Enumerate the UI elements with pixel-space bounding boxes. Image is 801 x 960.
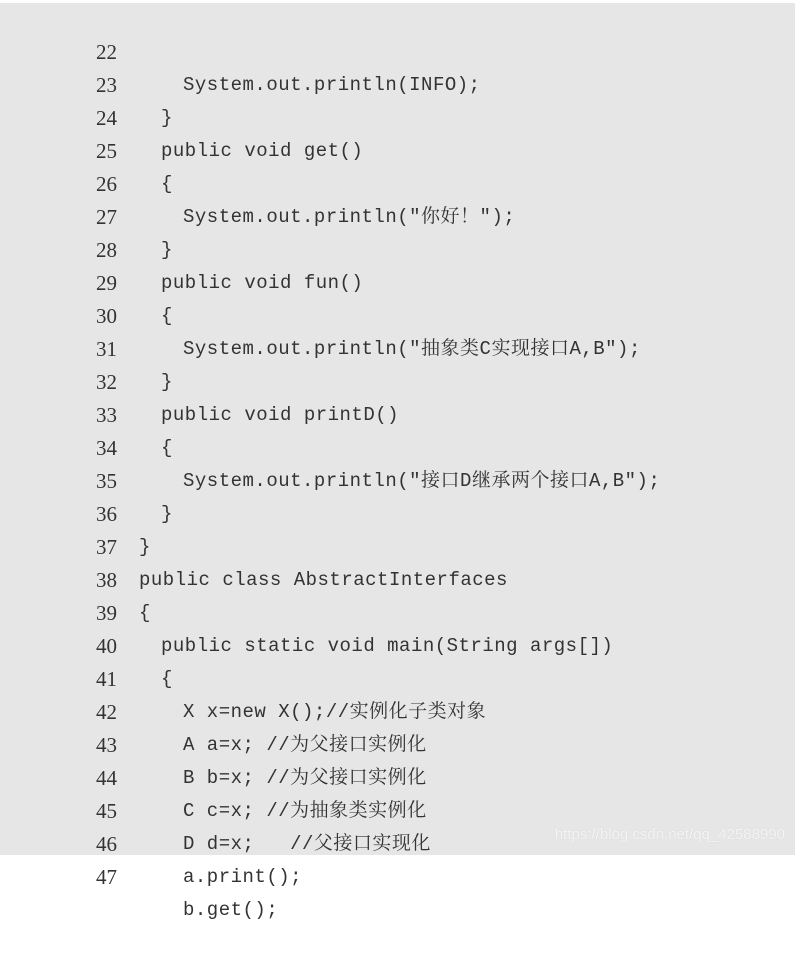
line-number: 39	[96, 601, 117, 625]
line-number: 35	[96, 469, 117, 493]
code-text: b.get();	[183, 899, 279, 921]
code-text: }	[161, 107, 173, 129]
code-text: public void printD()	[161, 404, 400, 426]
code-text: D d=x; //父接口实现化	[183, 833, 431, 855]
code-text: X x=new X();//实例化子类对象	[183, 701, 487, 723]
code-text: System.out.println(INFO);	[183, 74, 481, 96]
line-number: 32	[96, 370, 117, 394]
line-number: 23	[96, 73, 117, 97]
code-block	[0, 3, 795, 921]
code-text: a.print();	[183, 866, 303, 888]
code-text: {	[139, 602, 151, 624]
line-number: 43	[96, 733, 117, 757]
code-text: {	[161, 305, 173, 327]
line-number: 47	[96, 865, 117, 889]
code-text: public void get()	[161, 140, 364, 162]
code-text: System.out.println("抽象类C实现接口A,B");	[183, 338, 641, 360]
code-text: public void fun()	[161, 272, 364, 294]
line-number: 42	[96, 700, 117, 724]
code-text: }	[161, 239, 173, 261]
line-number: 30	[96, 304, 117, 328]
line-number: 36	[96, 502, 117, 526]
line-number: 24	[96, 106, 117, 130]
line-number: 25	[96, 139, 117, 163]
code-text: {	[161, 668, 173, 690]
code-text: {	[161, 437, 173, 459]
line-number: 28	[96, 238, 117, 262]
line-number: 27	[96, 205, 117, 229]
code-text: C c=x; //为抽象类实例化	[183, 800, 427, 822]
code-text: B b=x; //为父接口实例化	[183, 767, 427, 789]
line-number: 46	[96, 832, 117, 856]
line-number: 38	[96, 568, 117, 592]
code-text: public class AbstractInterfaces	[139, 569, 508, 591]
line-number: 34	[96, 436, 117, 460]
line-number: 26	[96, 172, 117, 196]
code-text: }	[139, 536, 151, 558]
line-number: 31	[96, 337, 117, 361]
code-text: {	[161, 173, 173, 195]
line-number: 41	[96, 667, 117, 691]
code-text: System.out.println("接口D继承两个接口A,B");	[183, 470, 661, 492]
line-number: 44	[96, 766, 117, 790]
line-number: 22	[96, 40, 117, 64]
code-text: public static void main(String args[])	[161, 635, 614, 657]
line-number: 33	[96, 403, 117, 427]
code-text: A a=x; //为父接口实例化	[183, 734, 427, 756]
code-text: }	[161, 503, 173, 525]
watermark: https://blog.csdn.net/qq_42588990	[554, 826, 785, 843]
line-number: 37	[96, 535, 117, 559]
code-text: }	[161, 371, 173, 393]
code-text: System.out.println("你好！");	[183, 206, 516, 228]
line-number: 29	[96, 271, 117, 295]
line-number: 45	[96, 799, 117, 823]
line-number: 40	[96, 634, 117, 658]
